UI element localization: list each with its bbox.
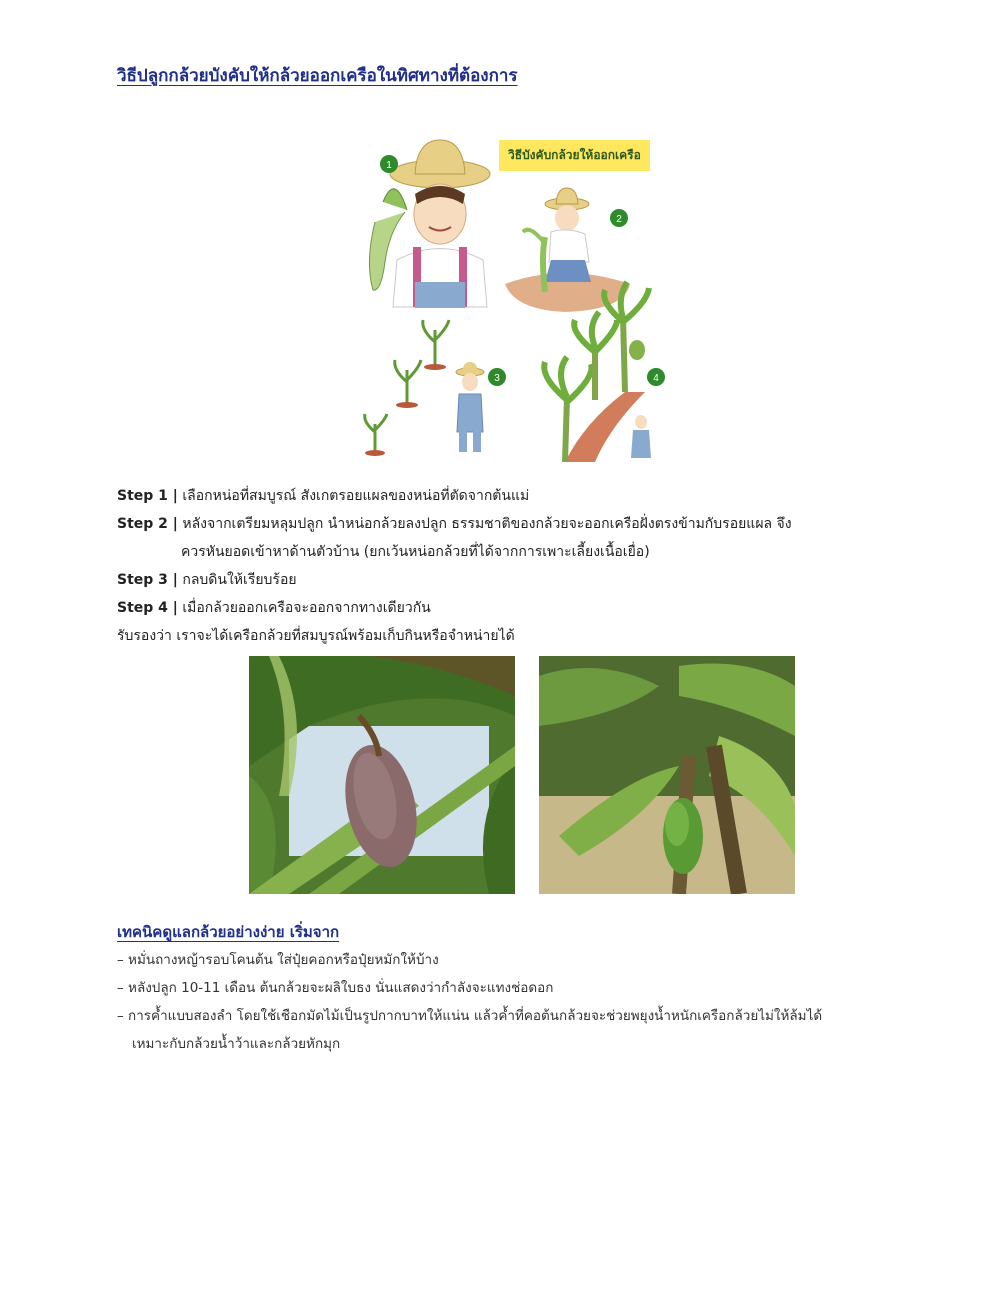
illustration-label: วิธีบังคับกล้วยให้ออกเครือ bbox=[499, 140, 650, 171]
steps-list bbox=[117, 482, 897, 650]
farmer-planting-figure bbox=[505, 188, 630, 312]
step-4 bbox=[117, 594, 897, 622]
step-3 bbox=[117, 566, 897, 594]
step-1 bbox=[117, 482, 897, 510]
care-item-text: – การค้ำแบบสองลำ โดยใช้เชือกมัดไม้เป็นรูปกากบาทให้แน่น แล้วค้ำที่คอต้นกล้วยจะช่วยพยุงน้ำหนักเครือกล้วยไม่ให้ล้มได้ bbox=[117, 1008, 823, 1024]
care-item-text-continued: เหมาะกับกล้วยน้ำว้าและกล้วยหักมุก bbox=[132, 1036, 341, 1052]
step-badge-3-icon bbox=[488, 368, 506, 386]
conclusion-text: รับรองว่า เราจะได้เครือกล้วยที่สมบูรณ์พร้อมเก็บกินหรือจำหน่ายได้ bbox=[117, 628, 515, 644]
step-text: เลือกหน่อที่สมบูรณ์ สังเกตรอยแผลของหน่อที่ตัดจากต้นแม่ bbox=[182, 488, 530, 504]
step-badge-2-icon bbox=[610, 209, 628, 227]
care-item bbox=[117, 1002, 917, 1058]
step-text: หลังจากเตรียมหลุมปลูก นำหน่อกล้วยลงปลูก ธรรมชาติของกล้วยจะออกเครือฝั่งตรงข้ามกับรอยแผล จึง bbox=[182, 516, 792, 532]
care-list bbox=[117, 946, 917, 1058]
care-item: – หมั่นถางหญ้ารอบโคนต้น ใส่ปุ๋ยคอกหรือปุ๋ยหมักให้บ้าง bbox=[117, 952, 439, 968]
care-item: – หลังปลูก 10-11 เดือน ต้นกล้วยจะผลิใบธง นั่นแสดงว่ากำลังจะแทงช่อดอก bbox=[117, 980, 554, 996]
step-text-continued: ควรหันยอดเข้าหาด้านตัวบ้าน (ยกเว้นหน่อกล้วยที่ได้จากการเพาะเลี้ยงเนื้อเยื่อ) bbox=[181, 544, 650, 560]
step-label: Step 3 | bbox=[117, 572, 178, 588]
farmer-standing-figure bbox=[456, 362, 484, 452]
step-text: กลบดินให้เรียบร้อย bbox=[182, 572, 297, 588]
step-text: เมื่อกล้วยออกเครือจะออกจากทางเดียวกัน bbox=[182, 600, 431, 616]
seedlings-row bbox=[365, 320, 449, 456]
planting-illustration bbox=[355, 132, 675, 468]
svg-text:4: 4 bbox=[653, 373, 659, 384]
step-label: Step 4 | bbox=[117, 600, 178, 616]
care-heading: เทคนิคดูแลกล้วยอย่างง่าย เริ่มจาก bbox=[117, 923, 340, 941]
step-label: Step 1 | bbox=[117, 488, 178, 504]
step-2 bbox=[117, 510, 897, 566]
step-badge-4-icon bbox=[647, 368, 665, 386]
svg-text:1: 1 bbox=[386, 160, 392, 171]
banana-bunch-photo bbox=[539, 656, 795, 894]
step-label: Step 2 | bbox=[117, 516, 178, 532]
banana-blossom-photo bbox=[249, 656, 515, 894]
step-badge-1-icon bbox=[380, 155, 398, 173]
page-title: วิธีปลูกกล้วยบังคับให้กล้วยออกเครือในทิศทางที่ต้องการ bbox=[117, 66, 518, 86]
svg-text:3: 3 bbox=[494, 373, 500, 384]
svg-text:2: 2 bbox=[616, 214, 622, 225]
